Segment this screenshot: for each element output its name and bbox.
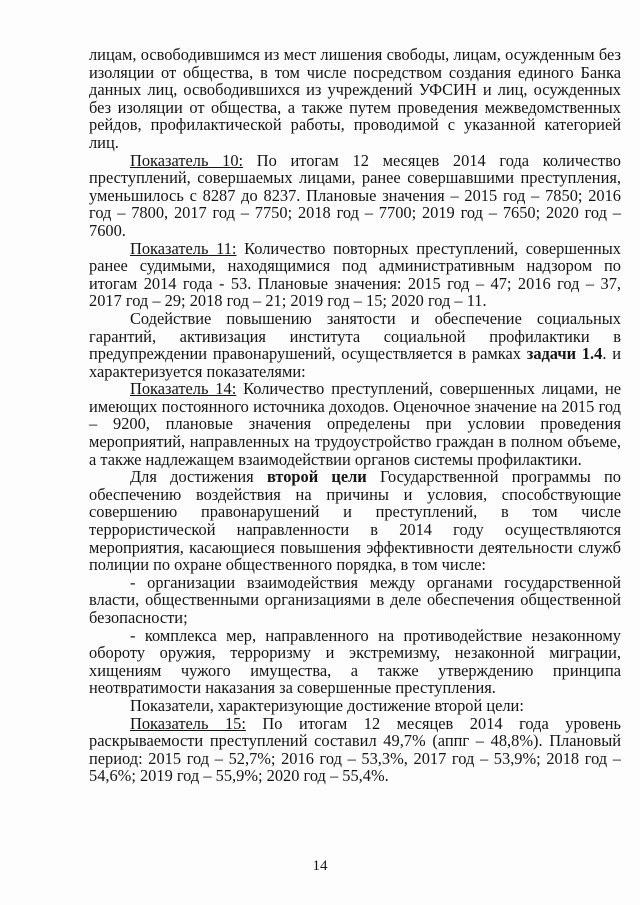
list-item-measures: - комплекса мер, направленного на противодействие незаконному обороту оружия, терроризму и экстремизму, незаконной миграции, хищениям чужого имущества, а также утверждению принципа неотвратимости наказания за совершенные преступления. xyxy=(89,625,621,698)
indicator-14-label: Показатель 14: xyxy=(130,379,237,399)
indicator-11-label: Показатель 11: xyxy=(130,238,237,258)
paragraph-ufsin-prevention: лицам, освободившимся из мест лишения свободы, лицам, осужденным без изоляции от общества, в том числе посредством создания единого Банка данных лиц, освободившихся из учреждений УФСИН и лиц, осужденных без изоляции от общества, а также путем проведения межведомственных рейдов, профилактической работы, проводимой с указанной категорией лиц. xyxy=(89,45,621,152)
page-number: 14 xyxy=(312,858,328,874)
paragraph-second-goal: Для достижения второй цели Государственной программы по обеспечению воздействия на причины и условия, способствующие совершению правонарушений и преступлений, в том числе террористической направленности в 2014 году осуществляются мероприятия, касающиеся повышения эффективности деятельности служб полиции по охране общественного порядка, в том числе: xyxy=(89,467,621,575)
paragraph-indicator-14: Показатель 14: Количество преступлений, совершенных лицами, не имеющих постоянного источника доходов. Оценочное значение на 2015 год – 9200, плановые значения определены при условии проведения мероприятий, направленных на трудоустройство граждан в полном объеме, а также надлежащем взаимодействии органов системы профилактики. xyxy=(89,379,621,469)
paragraph-second-goal-indicators: Показатели, характеризующие достижение второй цели: xyxy=(130,695,524,715)
task-1-4-label: задачи 1.4 xyxy=(526,344,603,364)
document-body xyxy=(89,46,621,785)
paragraph-indicator-15: Показатель 15: По итогам 12 месяцев 2014 года уровень раскрываемости преступлений составил 49,7% (аппг – 48,8%). Плановый период: 2015 год – 52,7%; 2016 год – 53,3%, 2017 год – 53,9%; 2018 год – 54,6%; 2019 год – 55,9%; 2020 год – 55,4%. xyxy=(89,713,622,786)
paragraph-task-1-4: Содействие повышению занятости и обеспечение социальных гарантий, активизация института социальной профилактики в предупреждении правонарушений, осуществляется в рамках задачи 1.4. и характеризуется показателями: xyxy=(89,308,622,381)
second-goal-label: второй цели xyxy=(266,467,367,487)
paragraph-indicator-10: Показатель 10: По итогам 12 месяцев 2014 года количество преступлений, совершаемых лицами, ранее совершавшими преступления, уменьшилось с 8287 до 8237. Плановые значения – 2015 год – 7850; 2016 год – 7800, 2017 год – 7750; 2018 год – 7700; 2019 год – 7650; 2020 год – 7600. xyxy=(89,150,622,240)
indicator-15-label: Показатель 15: xyxy=(130,713,246,733)
list-item-interaction: - организации взаимодействия между органами государственной власти, общественными организациями в деле обеспечения общественной безопасности; xyxy=(89,572,621,627)
paragraph-indicator-11: Показатель 11: Количество повторных преступлений, совершенных ранее судимыми, находящимися под административным надзором по итогам 2014 года - 53. Плановые значения: 2015 год – 47; 2016 год – 37, 2017 год – 29; 2018 год – 21; 2019 год – 15; 2020 год – 11. xyxy=(89,238,621,311)
indicator-10-label: Показатель 10: xyxy=(130,150,244,170)
